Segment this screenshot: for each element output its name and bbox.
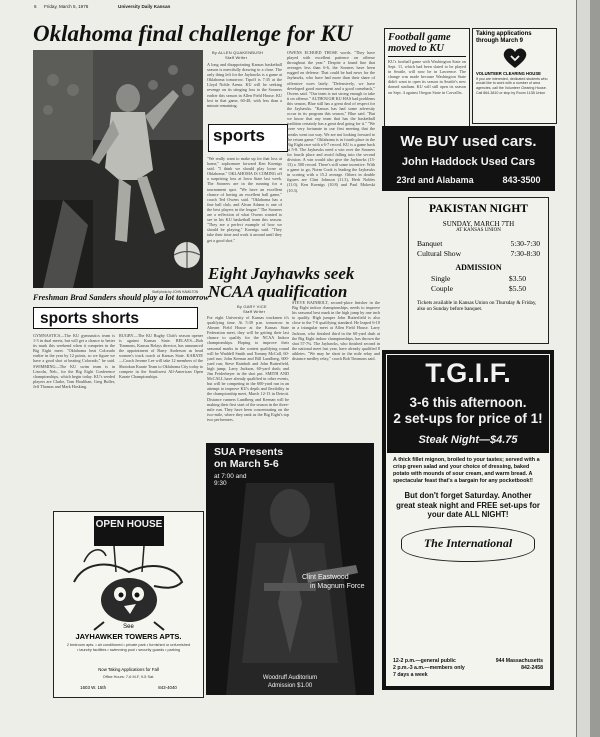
open-house-applications: Now Taking Applications for Fall — [98, 667, 159, 672]
shorts-para: KARATE—Coach Jerome Lee will take 12 members of the Shotokan Karate Team to Oklahoma City today to compete in the Southwest All-American Open Karate Championships. — [119, 353, 203, 379]
jayhawks-para: Hoping to improve their seasonal marks in the contest qualifying round will be Waddell Smith and Tommy McCall, 60-yard run; John Keenan and Bill Lundberg, 600-yard run; Steve Rainbolt and John Butterfield, high jump; Larry Jackson, 60-yard dash; and Jim Feiderbeyer in the shot put. — [207, 340, 289, 377]
jayhawks-para: Distance runners Lundberg and Keenan will be making their first start of the season in the three-mile run. They have been concentrating on the two-mile, where they rank as the Big Eight's top two performers. — [207, 396, 289, 422]
jayhawks-byline: By GARY VICE — [237, 304, 267, 309]
main-para: KU will be seeking revenge on its stinging loss to the Sooners earlier this season in Allen Field House. KU lost in that game, 60-48, with less than a minute remaining. — [207, 82, 282, 108]
main-para: The Sooners are a reflection of what Owens wanted to see in his KU basketball team this season. — [207, 206, 282, 223]
event-label: Banquet — [417, 239, 443, 248]
heart-logo-icon — [502, 46, 528, 70]
price-row — [431, 284, 526, 294]
open-house-ad — [53, 511, 204, 698]
sports-section-label: sports — [208, 124, 288, 152]
jayhawks-headline-2: NCAA qualification — [208, 282, 348, 301]
volunteer-body: If you are interested, dedicated students who would like to work with a number of area agencies, call the Volunteer Clearing House. — [476, 77, 548, 90]
main-story-col2 — [287, 50, 375, 290]
main-para: Oklahoma is in fourth place in the Big Eight race with a 6-7 record. KU is a game back at 5-8. The Jayhawks need a win over the Sooners for fourth place and avoid falling into the second division. — [287, 136, 375, 162]
jayhawks-para: STEVE RAINBOLT, second-place finisher in the Big Eight indoor championships, needs to improve his seasonal best mark in the high jump by one inch to qualify. — [292, 300, 380, 321]
page-shadow — [590, 0, 600, 737]
open-house-name: JAYHAWKER TOWERS APTS. — [75, 632, 182, 641]
cars-address: 23rd and Alabama — [396, 175, 474, 185]
main-para: OKLAHOMA IS COMING off a surprising loss at Iowa State last week. The Sooners are in the running for a tournament spot. — [207, 171, 282, 192]
tgif-line2: 2 set-ups for price of 1! — [393, 411, 543, 426]
tgif-line1: 3-6 this afternoon. — [409, 395, 527, 410]
main-para: A long and disappointing Kansas basketball season is mercifully drawing to a close. — [207, 62, 282, 73]
tgif-title: T.G.I.F. — [387, 355, 549, 391]
price-label: Couple — [431, 284, 453, 293]
event-label: Cultural Show — [417, 249, 462, 258]
main-byline: By ALLEN QUAKENBUSH — [212, 50, 264, 55]
tgif-hours3: 7 days a week — [393, 672, 428, 678]
open-house-phone: 843-4040 — [158, 685, 177, 690]
price-row — [431, 274, 526, 284]
photo-credit: Staff photo by JOHN HAMILTON — [152, 290, 199, 294]
jayhawks-para: Larry Jackson, who finished third in the 60-yard dash at the Big Eight indoor championships, has thrown the shot 57-7¾. — [292, 325, 380, 346]
basketball-player-image — [33, 50, 203, 288]
main-para: "Defensively, we have developed good movement and a good comeback," Owens said. "Our team is not strong enough to take it on offense." — [287, 80, 375, 101]
sua-movie-ad — [206, 443, 374, 695]
main-para: "They are a perfect example of how we should be playing," Koenigs said. "They take their time and work it around until they get a good shot." — [207, 222, 282, 243]
jayhawks-col2 — [292, 300, 380, 440]
shorts-para: "Oklahoma beat Colorado earlier in the year by 12 points, so we figure we have a good shot at beating Colorado," he said. — [33, 348, 115, 364]
cars-phone: 843-3500 — [502, 175, 541, 185]
international-logo: The International — [401, 526, 535, 562]
film-star: Clint Eastwood — [302, 574, 349, 581]
pakistan-night-ad — [408, 197, 549, 344]
main-para: ALTHOUGH KU HAS had problems this season, Blue still has a great deal of respect for the Jayhawks. — [287, 95, 375, 112]
paper-name: University Daily Kansan — [118, 4, 171, 9]
price-value: $5.50 — [508, 284, 526, 293]
pakistan-note: Tickets available in Kansas Union on Thursday & Friday, also on Sunday before banquet. — [417, 300, 537, 313]
volunteer-heading: Taking applications through March 9 — [476, 31, 532, 44]
sua-venue: Woodruff Auditorium — [262, 675, 318, 681]
football-headline: Football game moved to KU — [388, 32, 451, 54]
price-label: Single — [431, 274, 451, 283]
sua-times: at 7:00 and 9:30 — [214, 473, 247, 487]
open-house-banner: OPEN HOUSE — [94, 516, 164, 546]
main-para: The only thing left for the Jayhawks is a game at Oklahoma tomorrow. Tipoff is 7:35 at the Lloyd Noble Arena. — [207, 67, 282, 88]
tgif-ad — [382, 350, 554, 690]
price-value: $3.50 — [508, 274, 526, 283]
main-para: OWENS ECHOED THOSE words. "They have played with excellent patience on offense throughout the year." — [287, 50, 375, 66]
open-house-hours: Office Hours: 7-6 M-F, 9-5 Sat. — [102, 675, 155, 679]
issue-date: Friday, March 5, 1976 — [44, 4, 89, 9]
jayhawk-mascot-icon — [54, 542, 203, 632]
main-headline: Oklahoma final challenge for KU — [33, 21, 353, 46]
pakistan-place: AT KANSAS UNION — [456, 228, 501, 233]
main-para: "Kansas has had some adversity occur in its program this season," Blue said. "But we know that any team that has the basketball tradition certainly has a great deal going for it." — [287, 106, 375, 127]
jayhawks-col1 — [207, 315, 289, 441]
used-cars-ad — [382, 126, 555, 191]
admission-label: ADMISSION — [455, 263, 502, 272]
event-row — [417, 239, 540, 249]
event-row — [417, 249, 540, 259]
main-story-col1-top — [207, 62, 282, 122]
open-house-see: See — [123, 624, 134, 630]
tgif-steak: Steak Night—$4.75 — [418, 434, 518, 446]
film-title: in Magnum Force — [310, 583, 365, 590]
cars-line1: We BUY used cars. — [400, 133, 537, 150]
event-time: 7:30-8:30 — [510, 249, 540, 258]
main-para: A win would also give the Jayhawks (13-13) a .500 record. There's still some incentive. — [287, 156, 375, 168]
sports-shorts-label: sports shorts — [33, 307, 198, 329]
tgif-address: 944 Massachusetts — [495, 658, 543, 664]
page-number: 6 — [34, 4, 37, 9]
sua-admission: Admission $1.00 — [267, 683, 313, 689]
main-para: "We really want to make up for that loss at home," sophomore forward Ken Koenigs said. "I think we should play loose at Oklahoma." — [207, 156, 282, 177]
shorts-col2 — [119, 333, 203, 508]
pakistan-date: SUNDAY, MARCH 7TH — [442, 220, 515, 228]
volunteer-title: VOLUNTEER CLEARING HOUSE — [476, 71, 541, 76]
open-house-address: 1603 W. 15th — [80, 685, 107, 690]
shorts-para: KU's seeded players are Clarke, Tom Houlihan, Greg Buller, Jeff Thomas and Mark Hosking. — [33, 373, 115, 389]
shorts-para: RUGBY—The KU Rugby Club's season opener is against Kansas State. — [119, 333, 203, 344]
volunteer-contact: Call 864-3810 or stop by Room 113B Union — [476, 91, 546, 96]
basketball-photo — [33, 50, 203, 288]
football-body: KU's football game with Washington State on Sept. 11, which had been slated to be played in Seattle, will now be in Lawrence. The change was made because Washington State didn't want to open its season in Seattle's new domed stadium. KU will still open its season on Sept. 4 against Oregon State in Corvallis. — [388, 59, 466, 95]
sua-title: SUA Presents on March 5-6 — [214, 446, 284, 470]
cars-line2: John Haddock Used Cars — [401, 156, 536, 168]
tgif-phone: 842-2458 — [521, 665, 543, 671]
shorts-para: RELAYS—Bob Timmons, Kansas Relays director, has announced the appointment of Barry Anderson as head women's track coach at Kansas State. — [119, 338, 203, 359]
jayhawks-para: For eight University of Kansas trackmen it's qualifying time. At 5:30 p.m. tomorrow in Ahearn Field House at the Kansas State Federation meet, they will be getting their last chance to qualify for the NCAA Indoor championships. — [207, 315, 289, 346]
shorts-para: GYMNASTICS—The KU gymnastics team is 1-3 in dual meets, but will get a chance to better its mark this weekend when it competes in the Big Eight meet. — [33, 333, 115, 354]
main-para: With a game to go, Norm Cook is leading the Jayhawks in scoring with a 15.2 average. Others in double figures are Clint Johnson (11.3), Herb Nobles (11.0), Ken Koenigs (10.8) and Paul Mokeski (10.3). — [287, 162, 375, 193]
tgif-saturday: But don't forget Saturday. Another great steak night and FREE set-ups for your date ALL NIGHT! — [396, 491, 540, 520]
shorts-para: SWIMMING—The KU swim team is in Lincoln, Neb., for the Big Eight Conference championships, which begin today. — [33, 363, 115, 379]
jayhawks-para: High jumper John Butterfield is also close to the 7-0 qualifying standard. He leaped 6-10 in a triangular meet at Allen Field House. — [292, 315, 380, 331]
tgif-hours: 12-2 p.m.—general public — [393, 658, 456, 664]
open-house-features: 2 bedroom apts. • air conditioned • private park • furnished or unfurnished • laundry facilities • swimming pool • security guards • parking — [66, 643, 191, 652]
main-para: Despite a found line that averages less than 6-6, the Sooners have been rugged on defense. That could be bad news for the Jayhawks, who have had more than their share of offensive woes lately. — [287, 60, 375, 86]
photo-caption: Freshman Brad Sanders should play a lot tomorrow — [33, 293, 209, 302]
main-para: "We have an excellent chance of having an excellent ball game," coach Ted Owens said. "Oklahoma has a fine ball club, and Alvan Adams is one of the best players in the league." — [207, 186, 282, 212]
jayhawks-headline-1: Eight Jayhawks seek — [208, 264, 355, 283]
event-time: 5:30-7:30 — [510, 239, 540, 248]
tgif-hours2: 2 p.m.-3 a.m.—members only — [393, 665, 465, 671]
jayhawks-byline-role: Staff Writer — [243, 309, 266, 314]
jayhawks-para: SMITH AND McCALL have already qualified in other events, but will be competing in the 600-yard run in an attempt to improve KU's depth and flexibility in the championship meet, March 12-13 in Detroit. — [207, 371, 289, 397]
main-byline-role: Staff Writer — [225, 55, 248, 60]
volunteer-ad — [472, 28, 557, 124]
pakistan-title: PAKISTAN NIGHT — [429, 203, 528, 215]
jayhawks-para: The Jayhawks, who finished second in the national meet last year, have already qualified 8 athletes. "We may be short in the mile relay and distance medley relay," coach Bob Timmons said. — [292, 340, 380, 362]
main-para: "We were very fortunate in our first meeting that the breaks went our way. We are not looking forward to the return game." — [287, 121, 375, 142]
tgif-steak-desc: A thick fillet mignon, broiled to your tastes; served with a crisp green salad and your choice of dressing, baked potato with mounds of sour cream, and warm bread. A spectacular feast that's a bargain for any pocketbook!! — [393, 457, 540, 484]
